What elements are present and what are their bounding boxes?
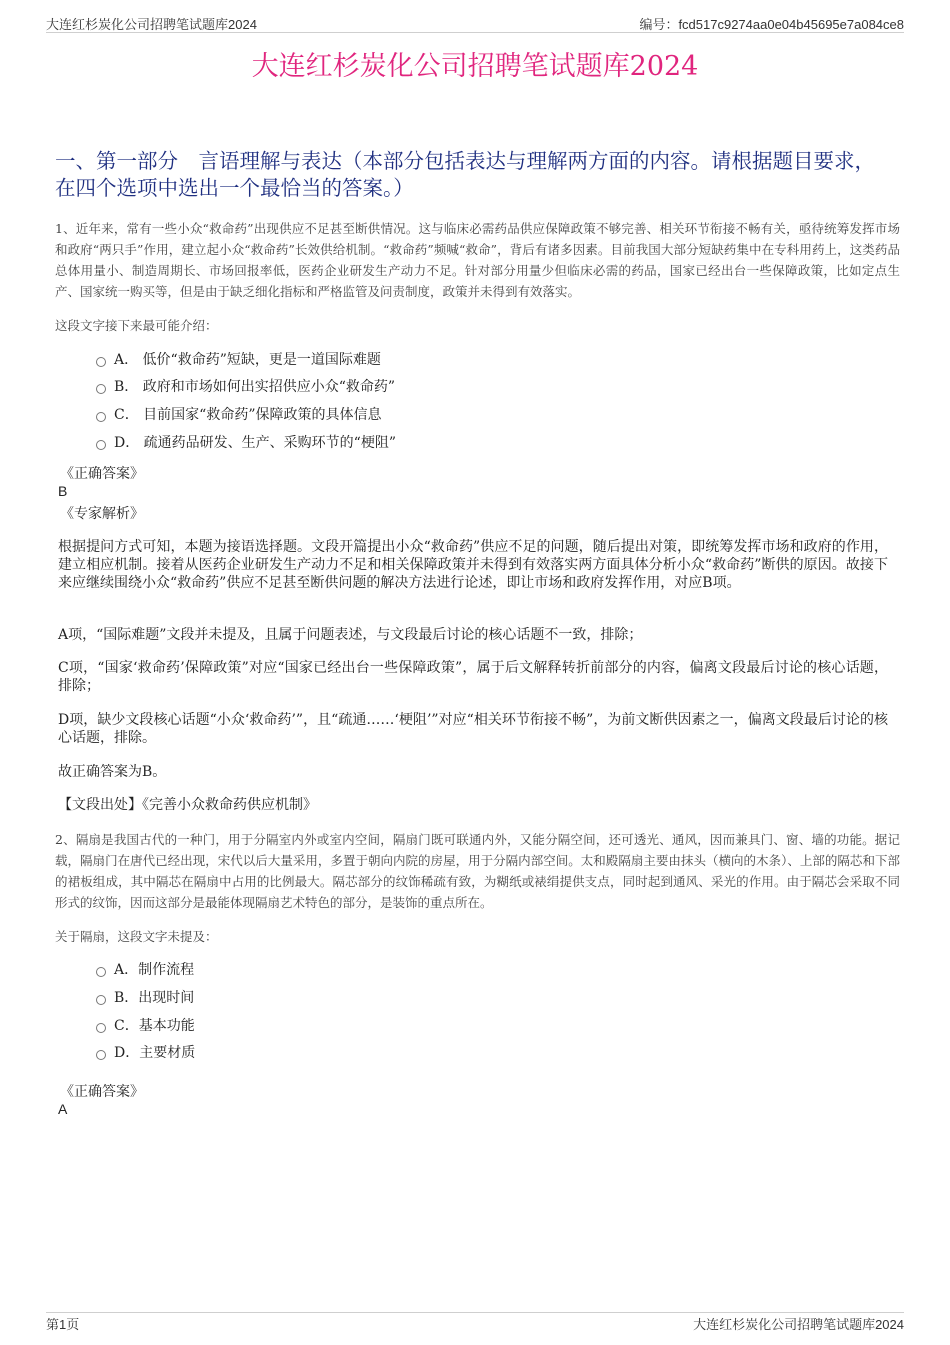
question-2-passage: 2、隔扇是我国古代的一种门，用于分隔室内外或室内空间，隔扇门既可联通内外，又能分隔空间，还可透光、通风，因而兼具门、窗、墙的功能。据记载，隔扇门在唐代已经出现，宋代以后大量采用，多置于朝向内院的房屋，用于分隔内部空间。太和殿隔扇主要由抹头（横向的木条）、上部的隔芯和下部的裙板组成，其中隔芯在隔扇中占用的比例最大。隔芯部分的纹饰稀疏有致，为糊纸或裱绢提供支点，同时起到通风、采光的作用。由于隔芯会采取不同形式的纹饰，因而这部分是最能体现隔扇艺术特色的部分，是装饰的重点所在。 (55, 832, 900, 910)
radio-icon[interactable] (96, 967, 106, 977)
option-label: A．制作流程 (114, 962, 195, 978)
footer-divider (46, 1312, 904, 1313)
question-1-passage: 1、近年来，常有一些小众“救命药”出现供应不足甚至断供情况。这与临床必需药品供应保障政策不够完善、相关环节衔接不畅有关，亟待统筹发挥市场和政府“两只手”作用，建立起小众“救命药”长效供给机制。“救命药”频喊“救命”，背后有诸多因素。目前我国大部分短缺药集中在专科用药上，这类药品总体用量小、制造周期长、市场回报率低，医药企业研发生产动力不足。针对部分用量少但临床必需的药品，国家已经出台一些保障政策，比如定点生产、国家统一购买等，但是由于缺乏细化指标和严格监管及问责制度，政策并未得到有效落实。 (55, 221, 900, 299)
option-label: D． 疏通药品研发、生产、采购环节的“梗阻” (114, 435, 396, 451)
radio-icon[interactable] (96, 357, 106, 367)
section-heading: 一、第一部分 言语理解与表达（本部分包括表达与理解两方面的内容。请根据题目要求，在四个选项中选出一个最恰当的答案。） (55, 149, 875, 200)
question-2-prompt: 关于隔扇，这段文字未提及： (55, 929, 218, 944)
question-2-option-b[interactable] (96, 986, 194, 1008)
question-1-source: 【文段出处】《完善小众救命药供应机制》 (58, 797, 317, 813)
page-title: 大连红杉炭化公司招聘笔试题库2024 (251, 51, 699, 82)
option-label: B．出现时间 (114, 990, 195, 1006)
option-label: B． 政府和市场如何出实招供应小众“救命药” (114, 379, 396, 395)
question-1-analysis-label: 《专家解析》 (60, 506, 144, 522)
question-2-option-c[interactable] (96, 1014, 195, 1036)
question-1-explanation-2: A项，“国际难题”文段并未提及，且属于问题表述，与文段最后讨论的核心话题不一致，排除； (58, 627, 643, 643)
question-1-explanation-1: 根据提问方式可知，本题为接语选择题。文段开篇提出小众“救命药”供应不足的问题，随后提出对策，即统筹发挥市场和政府的作用，建立相应机制。接着从医药企业研发生产动力不足和相关保障政策并未得到有效落实两方面具体分析小众“救命药”断供的原因。故接下来应继续围绕小众“救命药”供应不足甚至断供问题的解决方法进行论述，即让市场和政府发挥作用，对应B项。 (58, 539, 888, 591)
page-number: 第1页 (46, 1317, 80, 1332)
question-1-explanation-3: C项，“国家‘救命药’保障政策”对应“国家已经出台一些保障政策”，属于后文解释转折前部分的内容，偏离文段最后讨论的核心话题，排除； (58, 660, 888, 694)
option-label: D．主要材质 (114, 1045, 196, 1061)
question-1-explanation-4: D项，缺少文段核心话题“小众‘救命药’”，且“疏通……‘梗阻’”对应“相关环节衔接不畅”，为前文断供因素之一，偏离文段最后讨论的核心话题，排除。 (58, 712, 888, 746)
radio-icon[interactable] (96, 995, 106, 1005)
radio-icon[interactable] (96, 384, 106, 394)
question-2-option-d[interactable] (96, 1041, 195, 1063)
question-1-explanation-5: 故正确答案为B。 (58, 764, 167, 780)
question-2-answer: A (58, 1101, 68, 1117)
question-1-option-a[interactable] (96, 348, 381, 370)
question-1-option-c[interactable] (96, 403, 381, 425)
question-2-answer-label: 《正确答案》 (60, 1084, 144, 1100)
radio-icon[interactable] (96, 1023, 106, 1033)
option-label: A． 低价“救命药”短缺，更是一道国际难题 (114, 352, 381, 368)
radio-icon[interactable] (96, 1050, 106, 1060)
question-1-option-b[interactable] (96, 375, 395, 397)
question-1-prompt: 这段文字接下来最可能介绍： (55, 318, 218, 333)
question-1-option-d[interactable] (96, 431, 396, 453)
radio-icon[interactable] (96, 412, 106, 422)
option-label: C． 目前国家“救命药”保障政策的具体信息 (114, 407, 382, 423)
question-1-answer-label: 《正确答案》 (60, 466, 144, 482)
header-left-title: 大连红杉炭化公司招聘笔试题库2024 (46, 17, 257, 32)
radio-icon[interactable] (96, 440, 106, 450)
header-divider (46, 32, 904, 33)
footer-title: 大连红杉炭化公司招聘笔试题库2024 (693, 1317, 904, 1332)
question-2-option-a[interactable] (96, 958, 194, 980)
question-1-answer: B (58, 483, 68, 499)
header-document-id: 编号：fcd517c9274aa0e04b45695e7a084ce8 (639, 17, 904, 32)
option-label: C．基本功能 (114, 1018, 195, 1034)
